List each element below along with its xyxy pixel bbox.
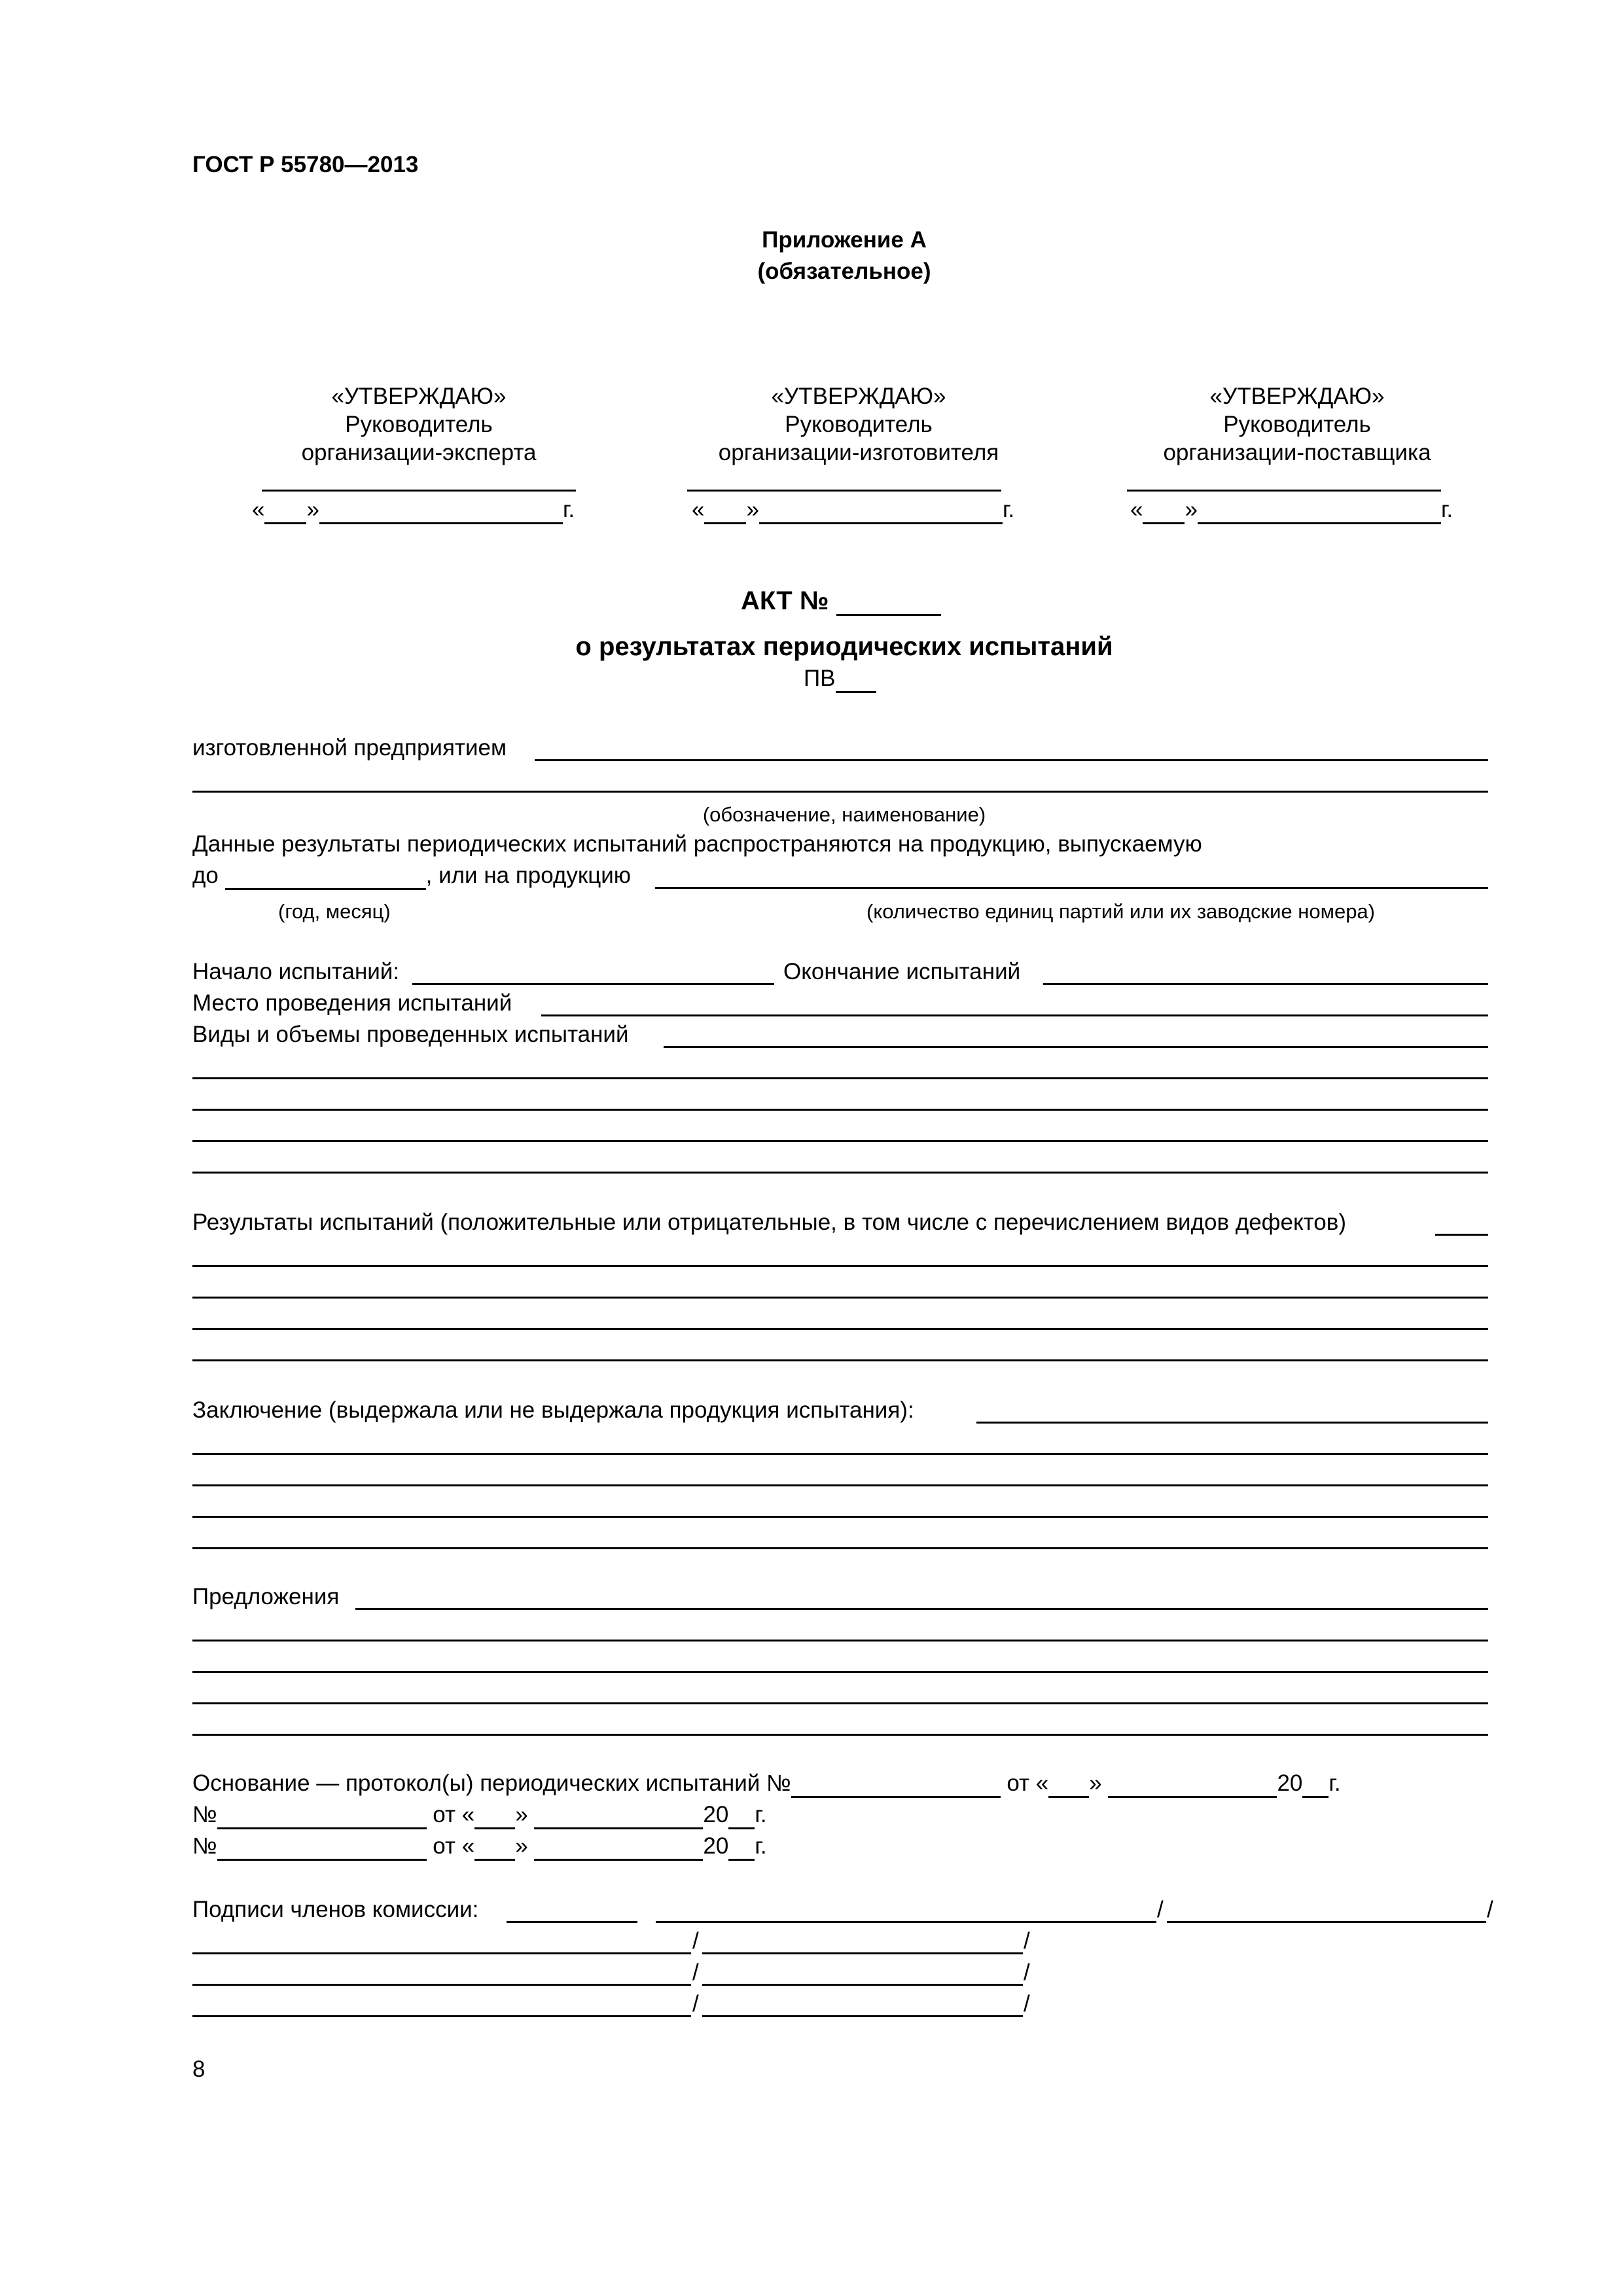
signature-role-field-1[interactable] bbox=[1167, 1921, 1486, 1923]
approval-month-field-supplier[interactable] bbox=[1198, 503, 1441, 524]
protocol-day-field-2[interactable] bbox=[474, 1808, 515, 1829]
product-code-field[interactable] bbox=[836, 672, 876, 693]
proposals-field-line-5[interactable] bbox=[192, 1734, 1488, 1736]
approval-month-field-manufacturer[interactable] bbox=[759, 503, 1003, 524]
signature-slash: / bbox=[1024, 1928, 1030, 1954]
applies-to-text: Данные результаты периодических испытаний распространяются на продукцию, выпускаемую bbox=[192, 831, 1202, 857]
year-month-hint: (год, месяц) bbox=[278, 900, 391, 923]
product-code: ПВ bbox=[804, 664, 876, 693]
approval-signature-line-supplier[interactable] bbox=[1127, 490, 1441, 492]
act-title: АКТ № bbox=[741, 586, 941, 616]
protocol-row-2: № от « » 20 г. bbox=[192, 1801, 767, 1829]
approval-role-supplier: Руководитель bbox=[1223, 412, 1371, 437]
types-label: Виды и объемы проведенных испытаний bbox=[192, 1022, 629, 1047]
proposals-field[interactable] bbox=[355, 1608, 1488, 1610]
conclusion-field-line-2[interactable] bbox=[192, 1453, 1488, 1455]
protocol-number-field-2[interactable] bbox=[217, 1808, 427, 1829]
until-date-field[interactable] bbox=[225, 869, 426, 890]
approval-month-field-expert[interactable] bbox=[319, 503, 563, 524]
conclusion-field-line-5[interactable] bbox=[192, 1547, 1488, 1549]
protocol-number-field-1[interactable] bbox=[791, 1776, 1001, 1798]
signature-name-field-4[interactable] bbox=[702, 2015, 1023, 2017]
signature-field-4[interactable] bbox=[192, 2015, 691, 2017]
signature-name-field-3[interactable] bbox=[702, 1984, 1023, 1986]
types-field-line-4[interactable] bbox=[192, 1140, 1488, 1142]
end-label: Окончание испытаний bbox=[783, 959, 1021, 984]
signature-name-field-1[interactable] bbox=[656, 1921, 1156, 1923]
page-number: 8 bbox=[192, 2056, 205, 2082]
protocol-month-field-3[interactable] bbox=[534, 1839, 703, 1861]
results-field-line-2[interactable] bbox=[192, 1265, 1488, 1267]
protocol-row-3: № от « » 20 г. bbox=[192, 1832, 767, 1861]
protocol-number-field-3[interactable] bbox=[217, 1839, 427, 1861]
approval-stamp-supplier: «УТВЕРЖДАЮ» bbox=[1209, 384, 1385, 409]
signature-slash: / bbox=[1157, 1897, 1164, 1922]
conclusion-field-line-4[interactable] bbox=[192, 1516, 1488, 1518]
designation-hint: (обозначение, наименование) bbox=[702, 803, 986, 826]
protocol-year-field-2[interactable] bbox=[728, 1808, 755, 1829]
types-field-line-2[interactable] bbox=[192, 1077, 1488, 1079]
types-field[interactable] bbox=[664, 1046, 1488, 1048]
manufacturer-field-line-2[interactable] bbox=[192, 791, 1488, 793]
protocol-day-field-3[interactable] bbox=[474, 1839, 515, 1861]
products-field[interactable] bbox=[655, 887, 1488, 889]
approval-day-field-supplier[interactable] bbox=[1143, 503, 1185, 524]
protocol-month-field-2[interactable] bbox=[534, 1808, 703, 1829]
proposals-label: Предложения bbox=[192, 1584, 340, 1609]
approval-day-field-expert[interactable] bbox=[264, 503, 306, 524]
basis-row: Основание — протокол(ы) периодических испытаний № от « » 20 г. bbox=[192, 1769, 1341, 1798]
results-label: Результаты испытаний (положительные или отрицательные, в том числе с перечислением видов дефектов) bbox=[192, 1210, 1347, 1235]
place-label: Место проведения испытаний bbox=[192, 990, 512, 1016]
approval-date-supplier: « » г. bbox=[1130, 495, 1453, 524]
act-number-field[interactable] bbox=[836, 592, 941, 616]
signature-slash: / bbox=[692, 1928, 699, 1954]
approval-date-expert: « » г. bbox=[252, 495, 575, 524]
place-field[interactable] bbox=[541, 1014, 1488, 1016]
signature-field-3[interactable] bbox=[192, 1984, 691, 1986]
proposals-field-line-4[interactable] bbox=[192, 1702, 1488, 1704]
proposals-field-line-2[interactable] bbox=[192, 1640, 1488, 1641]
conclusion-field[interactable] bbox=[976, 1422, 1488, 1424]
signature-slash: / bbox=[1024, 1960, 1030, 1985]
appendix-title: Приложение А bbox=[762, 227, 927, 253]
signatures-label: Подписи членов комиссии: bbox=[192, 1897, 479, 1922]
approval-org-expert: организации-эксперта bbox=[301, 440, 537, 465]
results-field-line-4[interactable] bbox=[192, 1328, 1488, 1330]
signature-name-field-2[interactable] bbox=[702, 1952, 1023, 1954]
signature-slash: / bbox=[1024, 1991, 1030, 2017]
results-field-line-3[interactable] bbox=[192, 1297, 1488, 1299]
approval-date-manufacturer: « » г. bbox=[692, 495, 1014, 524]
signature-slash: / bbox=[692, 1960, 699, 1985]
signature-field-2[interactable] bbox=[192, 1952, 691, 1954]
approval-day-field-manufacturer[interactable] bbox=[704, 503, 746, 524]
standard-code: ГОСТ Р 55780—2013 bbox=[192, 152, 419, 177]
approval-signature-line-manufacturer[interactable] bbox=[687, 490, 1001, 492]
proposals-field-line-3[interactable] bbox=[192, 1671, 1488, 1673]
protocol-year-field-3[interactable] bbox=[728, 1839, 755, 1861]
approval-role-manufacturer: Руководитель bbox=[785, 412, 933, 437]
end-date-field[interactable] bbox=[1043, 983, 1488, 985]
until-row: до , или на продукцию bbox=[192, 861, 631, 890]
start-date-field[interactable] bbox=[412, 983, 774, 985]
results-field[interactable] bbox=[1435, 1234, 1488, 1236]
manufacturer-field[interactable] bbox=[535, 759, 1488, 761]
approval-role-expert: Руководитель bbox=[345, 412, 493, 437]
protocol-month-field-1[interactable] bbox=[1108, 1776, 1277, 1798]
approval-stamp-manufacturer: «УТВЕРЖДАЮ» bbox=[771, 384, 946, 409]
results-field-line-5[interactable] bbox=[192, 1359, 1488, 1361]
start-label: Начало испытаний: bbox=[192, 959, 400, 984]
approval-org-supplier: организации-поставщика bbox=[1163, 440, 1431, 465]
signature-slash: / bbox=[1487, 1897, 1493, 1922]
approval-stamp-expert: «УТВЕРЖДАЮ» bbox=[331, 384, 507, 409]
approval-signature-line-expert[interactable] bbox=[262, 490, 576, 492]
protocol-day-field-1[interactable] bbox=[1048, 1776, 1089, 1798]
act-subtitle: о результатах периодических испытаний bbox=[575, 632, 1113, 661]
manufactured-by-label: изготовленной предприятием bbox=[192, 735, 507, 761]
quantity-hint: (количество единиц партий или их заводские номера) bbox=[866, 900, 1375, 923]
approval-org-manufacturer: организации-изготовителя bbox=[718, 440, 999, 465]
protocol-year-field-1[interactable] bbox=[1302, 1776, 1329, 1798]
appendix-status: (обязательное) bbox=[757, 259, 931, 284]
signature-slash: / bbox=[692, 1991, 699, 2017]
signature-field-1[interactable] bbox=[507, 1921, 637, 1923]
types-field-line-3[interactable] bbox=[192, 1109, 1488, 1111]
conclusion-label: Заключение (выдержала или не выдержала продукция испытания): bbox=[192, 1397, 914, 1423]
types-field-line-5[interactable] bbox=[192, 1172, 1488, 1174]
conclusion-field-line-3[interactable] bbox=[192, 1484, 1488, 1486]
